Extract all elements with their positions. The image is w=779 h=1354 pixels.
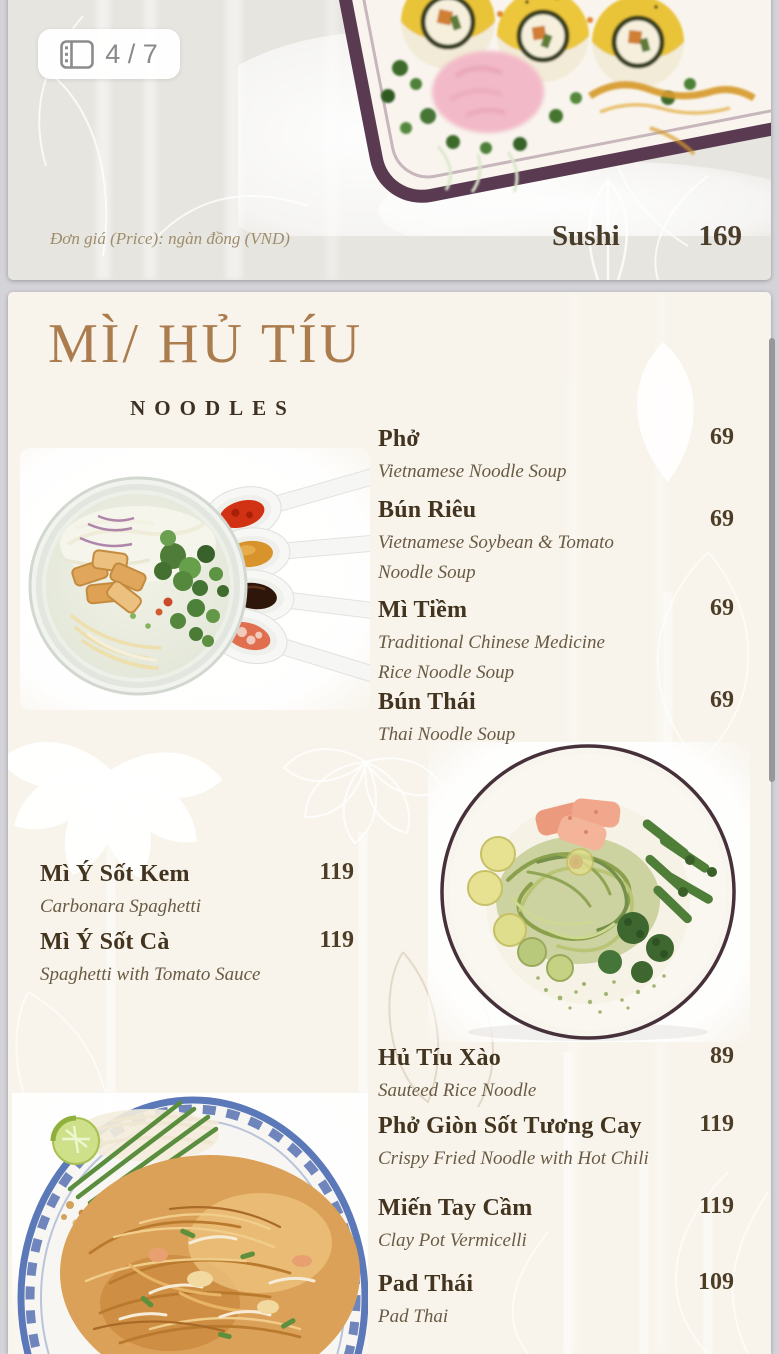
dish-description: Clay Pot Vermicelli: [378, 1230, 527, 1251]
dish-name: Mì Ý Sốt Kem: [40, 861, 190, 887]
menu-item: [40, 856, 354, 922]
dish-name: Bún Riêu: [378, 497, 477, 523]
dish-description: Traditional Chinese Medicine: [378, 632, 605, 653]
dish-name: Mì Ý Sốt Cà: [40, 929, 170, 955]
gallery-pages-icon: [60, 40, 94, 69]
dish-price: 169: [698, 220, 742, 252]
dish-description: Spaghetti with Tomato Sauce: [40, 964, 261, 985]
dish-price: 119: [699, 1193, 734, 1219]
dish-price: 69: [710, 424, 734, 450]
menu-item: [40, 924, 354, 990]
dish-name: Phở Giòn Sốt Tương Cay: [378, 1113, 642, 1139]
dish-price: 69: [710, 595, 734, 621]
dish-description: Noodle Soup: [378, 562, 476, 583]
dish-name: Pad Thái: [378, 1271, 474, 1297]
dish-description: Vietnamese Soybean & Tomato: [378, 532, 614, 553]
dish-price: 119: [319, 859, 354, 885]
price-unit-note: Đơn giá (Price): ngàn đồng (VND): [50, 229, 290, 248]
menu-item: [378, 421, 734, 487]
menu-item: [378, 1190, 734, 1256]
page-subtitle: NOODLES: [130, 396, 296, 420]
dish-description: Pad Thai: [378, 1306, 449, 1327]
menu-item: [378, 1266, 734, 1332]
menu-item: [378, 492, 734, 588]
sushi-plate-photo: [238, 0, 771, 236]
pho-bowl-photo: [20, 448, 370, 710]
dish-name: Phở: [378, 426, 420, 452]
dish-name: Sushi: [552, 220, 620, 252]
dish-price: 69: [710, 687, 734, 713]
menu-page-previous: [8, 0, 771, 280]
dish-name: Hủ Tíu Xào: [378, 1045, 501, 1071]
dish-price: 119: [699, 1111, 734, 1137]
dish-description: Carbonara Spaghetti: [40, 896, 201, 917]
menu-item: [378, 1108, 734, 1174]
menu-item: [552, 220, 742, 253]
dish-name: Bún Thái: [378, 689, 476, 715]
page-counter-badge[interactable]: [38, 29, 180, 79]
dish-description: Thai Noodle Soup: [378, 724, 516, 745]
page-counter-label: 4 / 7: [105, 38, 158, 69]
menu-item: [378, 1040, 734, 1106]
dish-description: Vietnamese Noodle Soup: [378, 461, 567, 482]
dish-price: 109: [698, 1269, 734, 1295]
page-title: MÌ/ HỦ TÍU: [48, 313, 364, 375]
dish-description: Sauteed Rice Noodle: [378, 1080, 537, 1101]
dish-price: 89: [710, 1043, 734, 1069]
dish-description: Rice Noodle Soup: [378, 662, 515, 683]
menu-item: [378, 592, 734, 688]
dish-description: Crispy Fried Noodle with Hot Chili: [378, 1148, 649, 1169]
scrollbar-thumb[interactable]: [769, 338, 775, 782]
menu-item: [378, 684, 734, 750]
dish-price: 69: [710, 506, 734, 532]
dish-price: 119: [319, 927, 354, 953]
pho-bowl: [30, 478, 246, 694]
dish-name: Miến Tay Cầm: [378, 1195, 533, 1221]
dish-name: Mì Tiềm: [378, 597, 468, 623]
menu-page-noodles: [8, 292, 771, 1354]
pad-thai-photo: [12, 1093, 368, 1354]
pesto-spaghetti-photo: [428, 742, 750, 1042]
